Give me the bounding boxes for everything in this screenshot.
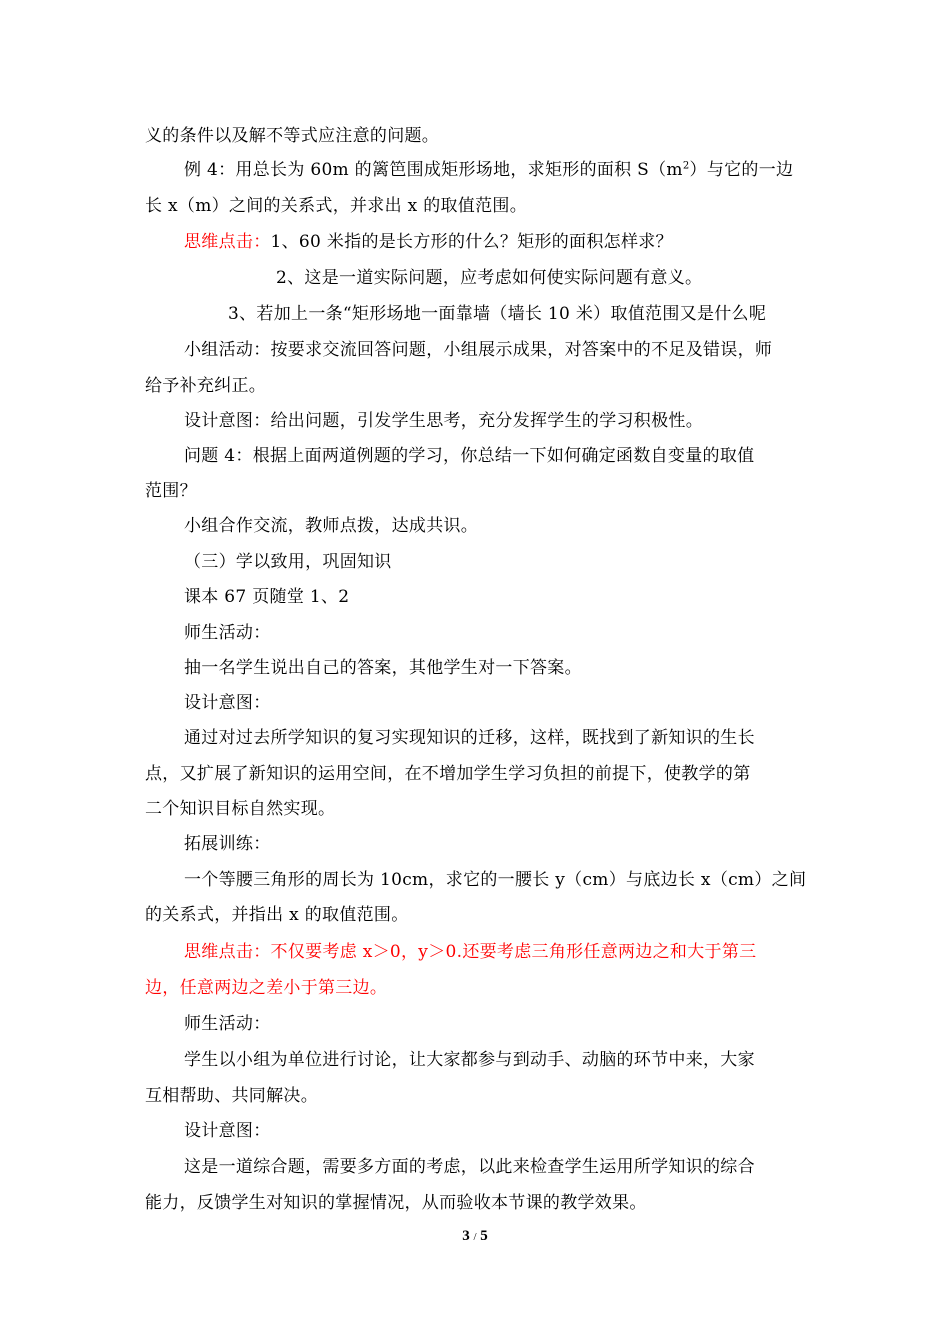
- text-line: 小组活动：按要求交流回答问题，小组展示成果，对答案中的不足及错误，师: [184, 340, 773, 360]
- text-line: 范围？: [145, 481, 197, 501]
- text-line: 互相帮助、共同解决。: [145, 1086, 318, 1106]
- text-line: 2、这是一道实际问题，应考虑如何使实际问题有意义。: [276, 268, 703, 288]
- text-span: 1、60 米指的是长方形的什么？矩形的面积怎样求？: [270, 232, 673, 252]
- text-line: 师生活动：: [184, 623, 271, 643]
- text-line: 设计意图：: [184, 693, 271, 713]
- text-line: 的关系式，并指出 x 的取值范围。: [145, 905, 409, 925]
- text-line: 一个等腰三角形的周长为 10cm，求它的一腰长 y（cm）与底边长 x（cm）之间: [184, 870, 807, 890]
- text-line: 义的条件以及解不等式应注意的问题。: [145, 126, 440, 146]
- current-page: 3: [462, 1228, 470, 1244]
- text-span: 例 4：用总长为 60m 的篱笆围成矩形场地，求矩形的面积 S（m: [184, 160, 683, 180]
- text-line: 师生活动：: [184, 1014, 271, 1034]
- text-line: 设计意图：给出问题，引发学生思考，充分发挥学生的学习积极性。: [184, 411, 703, 431]
- text-line: 拓展训练：: [184, 834, 271, 854]
- thinking-hint-line: 边，任意两边之差小于第三边。: [145, 978, 388, 998]
- text-line: 通过对过去所学知识的复习实现知识的迁移，这样，既找到了新知识的生长: [184, 728, 755, 748]
- thinking-hint-label: 思维点击：: [184, 232, 271, 252]
- example-4-line: [184, 158, 793, 182]
- page-number: [0, 1228, 950, 1245]
- text-line: 课本 67 页随堂 1、2: [184, 587, 350, 607]
- text-line: 长 x（m）之间的关系式，并求出 x 的取值范围。: [145, 196, 528, 216]
- superscript: 2: [682, 160, 690, 172]
- text-line: 这是一道综合题，需要多方面的考虑，以此来检查学生运用所学知识的综合: [184, 1157, 755, 1177]
- text-line: 给予补充纠正。: [145, 376, 267, 396]
- text-line: 学生以小组为单位进行讨论，让大家都参与到动手、动脑的环节中来，大家: [184, 1050, 755, 1070]
- text-line: 二个知识目标自然实现。: [145, 799, 336, 819]
- text-span: ）与它的一边: [689, 160, 794, 180]
- text-line: 小组合作交流，教师点拨，达成共识。: [184, 516, 479, 536]
- text-line: 设计意图：: [184, 1121, 271, 1141]
- text-line: 能力，反馈学生对知识的掌握情况，从而验收本节课的教学效果。: [145, 1193, 647, 1213]
- section-heading: （三）学以致用，巩固知识: [184, 552, 392, 572]
- thinking-hint-line: [184, 230, 673, 254]
- text-line: 抽一名学生说出自己的答案，其他学生对一下答案。: [184, 658, 582, 678]
- page-separator: /: [473, 1231, 477, 1243]
- text-line: 3、若加上一条“矩形场地一面靠墙（墙长 10 米）取值范围又是什么呢: [228, 304, 767, 324]
- total-pages: 5: [480, 1228, 488, 1244]
- thinking-hint-line: 思维点击：不仅要考虑 x＞0，y＞0.还要考虑三角形任意两边之和大于第三: [184, 942, 757, 962]
- text-line: 问题 4：根据上面两道例题的学习，你总结一下如何确定函数自变量的取值: [184, 446, 755, 466]
- text-line: 点，又扩展了新知识的运用空间，在不增加学生学习负担的前提下，使教学的第: [145, 764, 751, 784]
